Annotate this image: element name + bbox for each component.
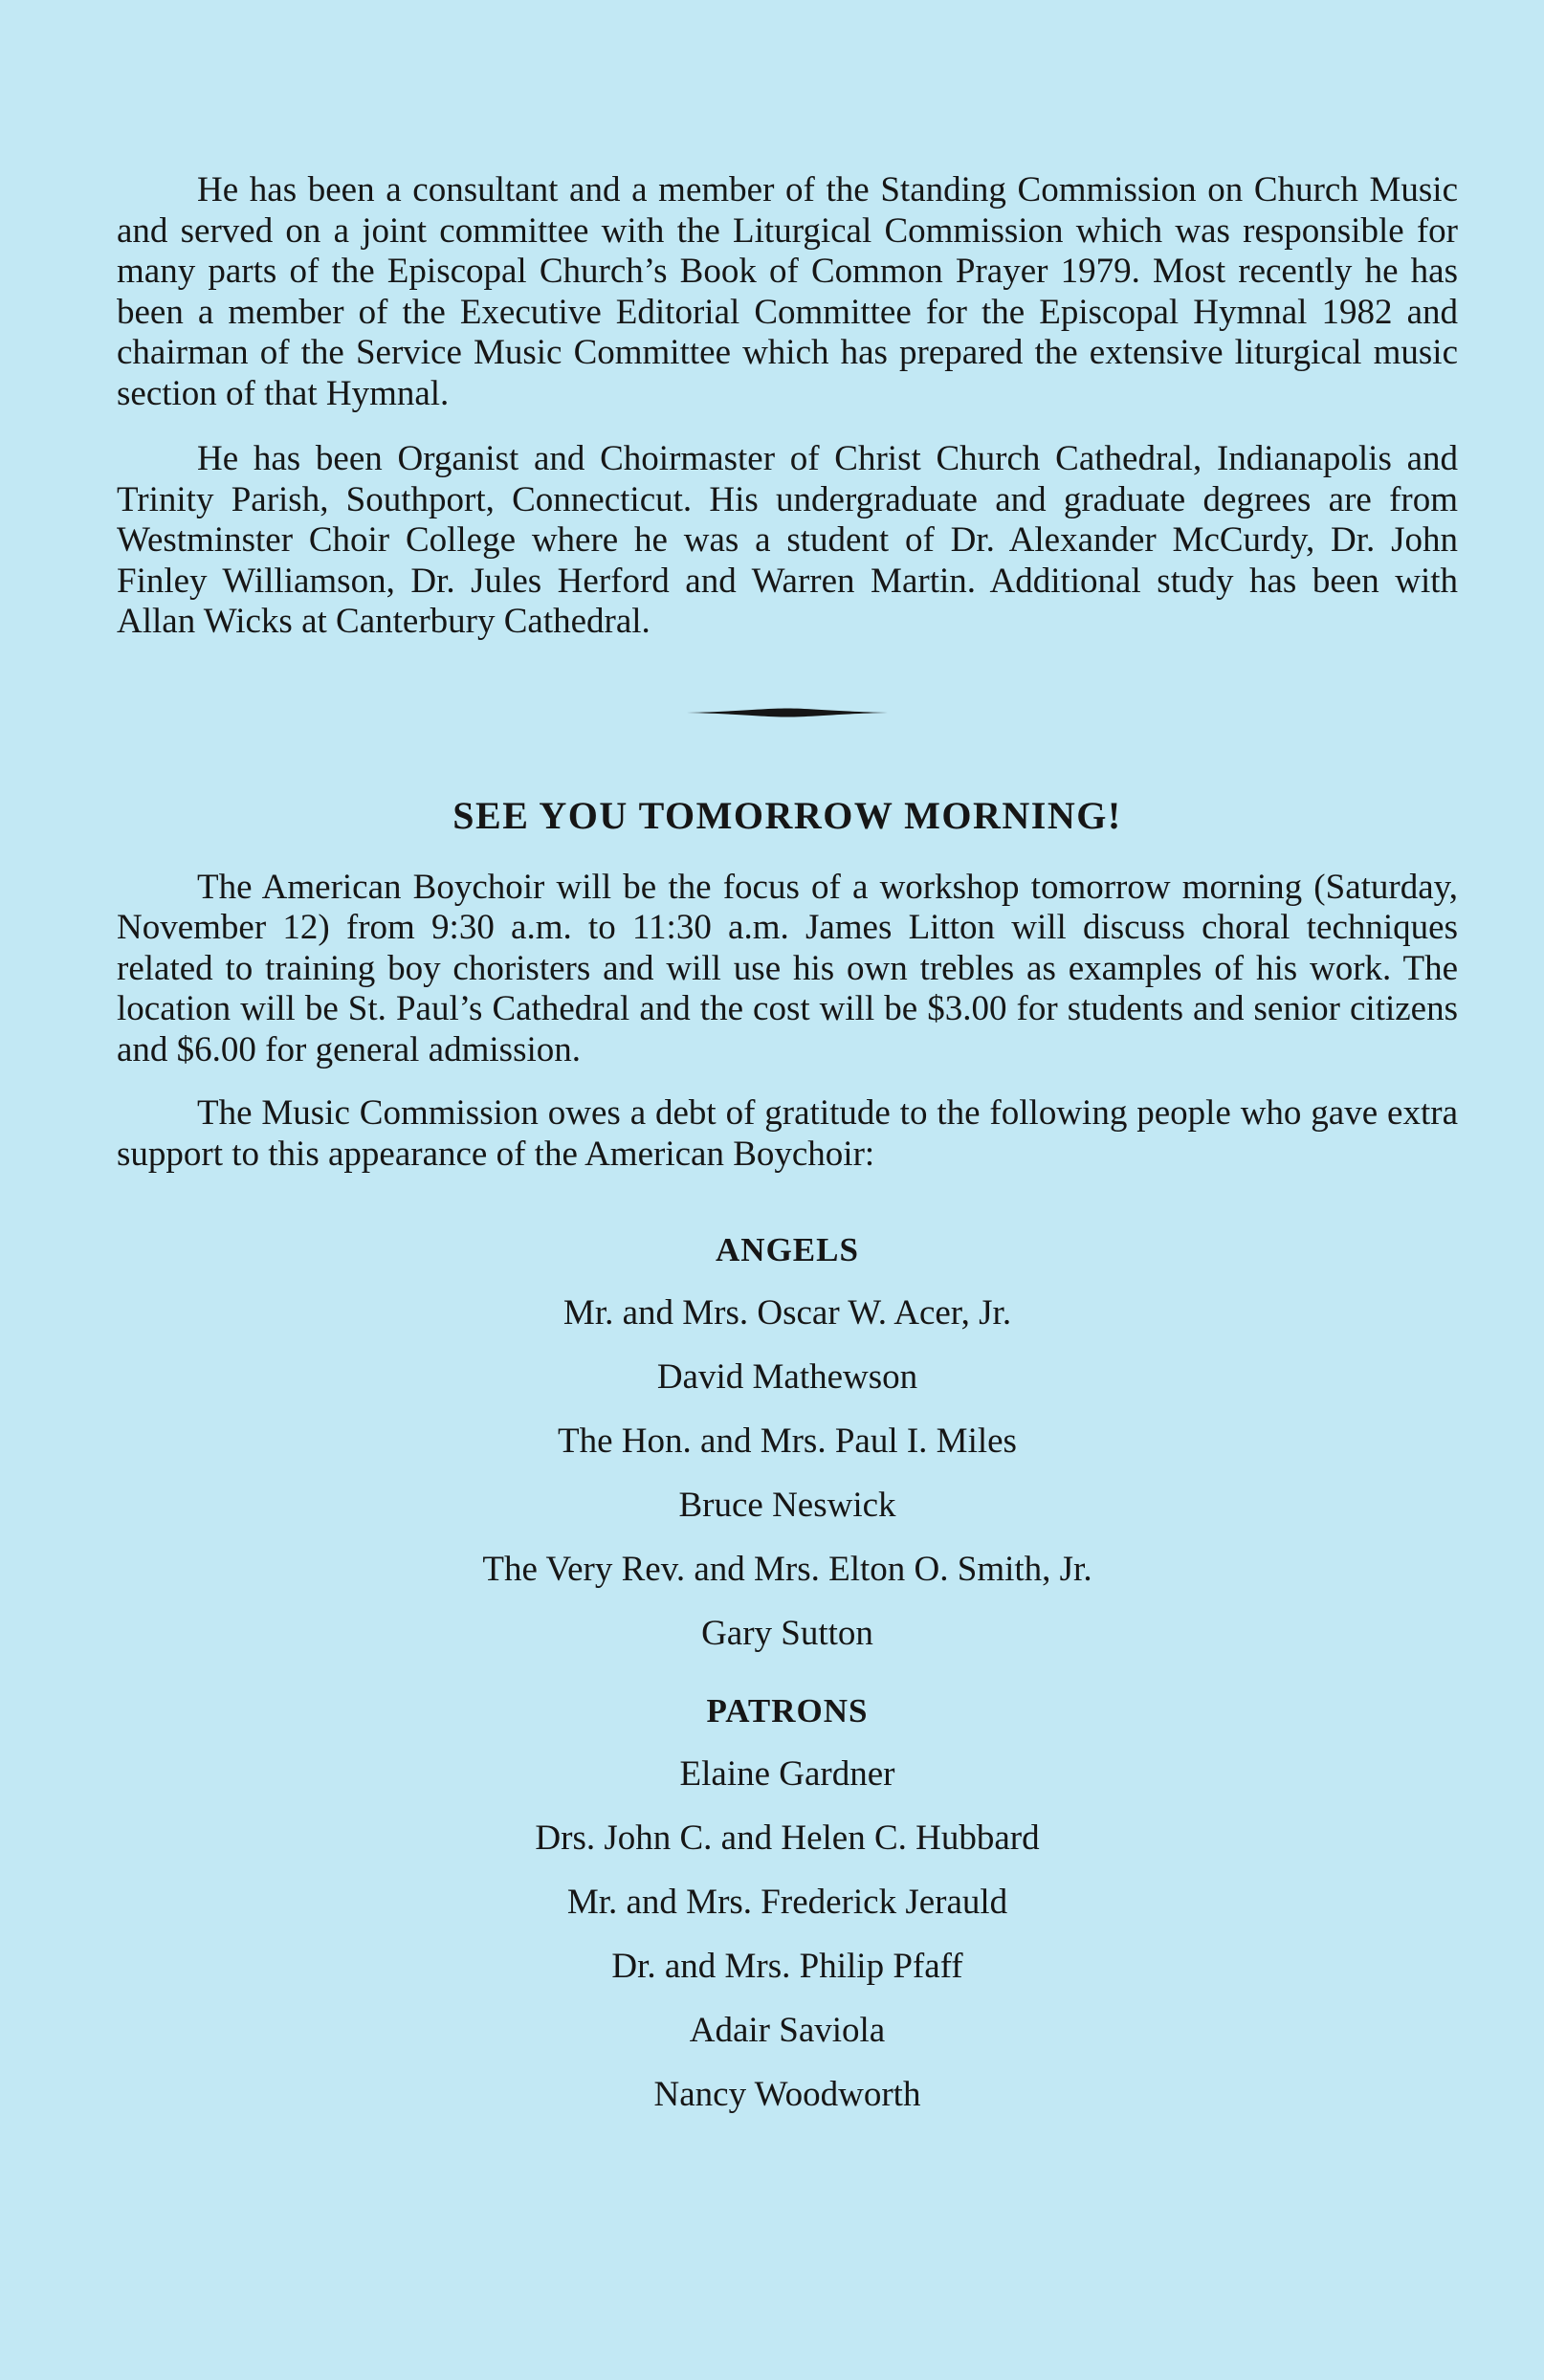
angel-name: Bruce Neswick	[678, 1486, 896, 1525]
angel-name: The Very Rev. and Mrs. Elton O. Smith, Jr.	[482, 1550, 1092, 1589]
workshop-heading: SEE YOU TOMORROW MORNING!	[452, 793, 1122, 837]
angels-title: ANGELS	[716, 1231, 859, 1268]
patron-name: Mr. and Mrs. Frederick Jerauld	[566, 1883, 1008, 1922]
workshop-paragraph: The American Boychoir will be the focus of a workshop tomorrow morning (Saturday, November 12) from 9:30 a.m. to 11:30 a.m. James Litton will discuss choral techniques related to training boy choristers and will use his own trebles as examples of his work. The location will be St. Paul’s Cathedral and the cost will be $3.00 for students and senior citizens and $6.00 for general admission.	[117, 867, 1458, 1069]
angel-name: Gary Sutton	[701, 1614, 873, 1653]
patron-name: Adair Saviola	[689, 2011, 886, 2050]
ornamental-rule	[687, 706, 888, 719]
patron-name: Drs. John C. and Helen C. Hubbard	[535, 1818, 1040, 1858]
patron-name: Dr. and Mrs. Philip Pfaff	[611, 1947, 963, 1986]
bio-paragraph-2: He has been Organist and Choirmaster of Christ Church Cathedral, Indianapolis and Trinity Parish, Southport, Connecticut. His undergraduate and graduate degrees are from Westminster Choir College where he was a student of Dr. Alexander McCurdy, Dr. John Finley Williamson, Dr. Jules Herford and Warren Martin. Additional study has been with Allan Wicks at Canterbury Cathedral.	[117, 439, 1458, 641]
gratitude-paragraph: The Music Commission owes a debt of gratitude to the following people who gave extra support to this appearance of the American Boychoir:	[117, 1093, 1458, 1174]
program-page	[117, 170, 1458, 2127]
bio-paragraph-1: He has been a consultant and a member of the Standing Commission on Church Music and served on a joint committee with the Liturgical Commission which was responsible for many parts of the Episcopal Church’s Book of Common Prayer 1979. Most recently he has been a member of the Executive Editorial Committee for the Episcopal Hymnal 1982 and chairman of the Service Music Committee which has prepared the extensive liturgical music section of that Hymnal.	[117, 170, 1458, 413]
patron-name: Elaine Gardner	[679, 1754, 895, 1794]
patrons-title: PATRONS	[706, 1692, 869, 1730]
patron-name: Nancy Woodworth	[653, 2075, 921, 2114]
angel-name: David Mathewson	[656, 1357, 918, 1397]
angel-name: The Hon. and Mrs. Paul I. Miles	[558, 1421, 1017, 1461]
angels-list	[117, 1281, 1458, 1665]
patrons-list	[117, 1742, 1458, 2127]
angel-name: Mr. and Mrs. Oscar W. Acer, Jr.	[562, 1293, 1012, 1333]
